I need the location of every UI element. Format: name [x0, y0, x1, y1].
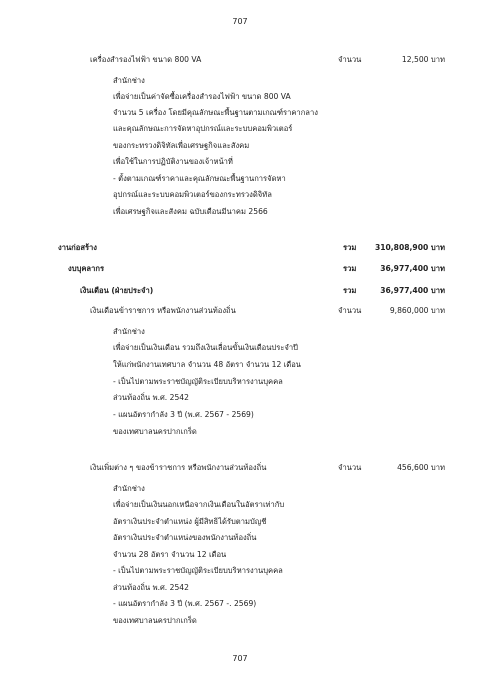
- item-detail-line: สำนักช่าง: [113, 76, 145, 85]
- item-detail-line: - แผนอัตรากำลัง 3 ปี (พ.ศ. 2567 -. 2569): [113, 599, 257, 608]
- item-detail-line: และคุณลักษณะการจัดหาอุปกรณ์และระบบคอมพิวเตอร์: [113, 124, 293, 133]
- item-detail-line: ให้แก่พนักงานเทศบาล จำนวน 48 อัตรา จำนวน 12 เดือน: [113, 360, 301, 369]
- item-detail-line: เพื่อจ่ายเป็นค่าจัดซื้อเครื่องสำรองไฟฟ้า ขนาด 800 VA: [113, 92, 291, 101]
- item-detail-line: - ตั้งตามเกณฑ์ราคาและคุณลักษณะพื้นฐานการจัดหา: [113, 174, 286, 183]
- item-title: เครื่องสำรองไฟฟ้า ขนาด 800 VA: [90, 55, 202, 64]
- item-detail-line: ของเทศบาลนครปากเกร็ด: [113, 427, 197, 436]
- item-detail-line: ส่วนท้องถิ่น พ.ศ. 2542: [113, 393, 189, 402]
- item-detail-line: เพื่อจ่ายเป็นเงินเดือน รวมถึงเงินเลื่อนขั้นเงินเดือนประจำปี: [113, 343, 298, 352]
- item-detail-line: - เป็นไปตามพระราชบัญญัติระเบียบบริหารงานบุคคล: [113, 377, 283, 386]
- page-number-bottom: 707: [232, 654, 248, 663]
- summary-label: งบบุคลากร: [68, 264, 105, 273]
- item-amount: 12,500 บาท: [401, 55, 445, 64]
- item-detail-line: จำนวน 28 อัตรา จำนวน 12 เดือน: [113, 550, 227, 559]
- unit-label: จำนวน: [338, 463, 362, 472]
- summary-label: เงินเดือน (ฝ่ายประจำ): [80, 286, 154, 295]
- item-detail-line: ของเทศบาลนครปากเกร็ด: [113, 616, 197, 625]
- item-title: เงินเดือนข้าราชการ หรือพนักงานส่วนท้องถิ่น: [90, 306, 236, 315]
- item-detail-line: เพื่อใช้ในการปฏิบัติงานของเจ้าหน้าที่: [113, 157, 233, 166]
- item-detail-line: สำนักช่าง: [113, 327, 145, 336]
- unit-label: จำนวน: [338, 55, 362, 64]
- item-detail-line: อัตราเงินประจำตำแหน่ง ผู้มีสิทธิได้รับตามบัญชี: [113, 517, 267, 526]
- item-detail-line: ส่วนท้องถิ่น พ.ศ. 2542: [113, 583, 189, 592]
- summary-total-label: รวม: [343, 286, 357, 295]
- summary-amount: 36,977,400 บาท: [380, 264, 445, 273]
- summary-amount: 36,977,400 บาท: [380, 286, 445, 295]
- item-amount: 456,600 บาท: [397, 463, 445, 472]
- item-detail-line: - เป็นไปตามพระราชบัญญัติระเบียบบริหารงานบุคคล: [113, 566, 283, 575]
- item-detail-line: สำนักช่าง: [113, 484, 145, 493]
- page-number-top: 707: [232, 17, 248, 26]
- unit-label: จำนวน: [338, 306, 362, 315]
- item-amount: 9,860,000 บาท: [389, 306, 445, 315]
- summary-total-label: รวม: [343, 264, 357, 273]
- item-title: เงินเพิ่มต่าง ๆ ของข้าราชการ หรือพนักงานส่วนท้องถิ่น: [90, 463, 267, 472]
- summary-label: งานก่อสร้าง: [58, 243, 98, 252]
- item-detail-line: - แผนอัตรากำลัง 3 ปี (พ.ศ. 2567 - 2569): [113, 410, 254, 419]
- item-detail-line: อัตราเงินประจำตำแหน่งของพนักงานท้องถิ่น: [113, 533, 257, 542]
- summary-total-label: รวม: [343, 243, 357, 252]
- item-detail-line: ของกระทรวงดิจิทัลเพื่อเศรษฐกิจและสังคม: [113, 141, 250, 150]
- item-detail-line: จำนวน 5 เครื่อง โดยมีคุณลักษณะพื้นฐานตามเกณฑ์ราคากลาง: [113, 108, 318, 117]
- summary-amount: 310,808,900 บาท: [374, 243, 445, 252]
- item-detail-line: เพื่อเศรษฐกิจและสังคม ฉบับเดือนมีนาคม 2566: [113, 207, 268, 216]
- item-detail-line: เพื่อจ่ายเป็นเงินนอกเหนือจากเงินเดือนในอัตราเท่ากับ: [113, 500, 285, 509]
- item-detail-line: อุปกรณ์และระบบคอมพิวเตอร์ของกระทรวงดิจิทัล: [113, 190, 272, 199]
